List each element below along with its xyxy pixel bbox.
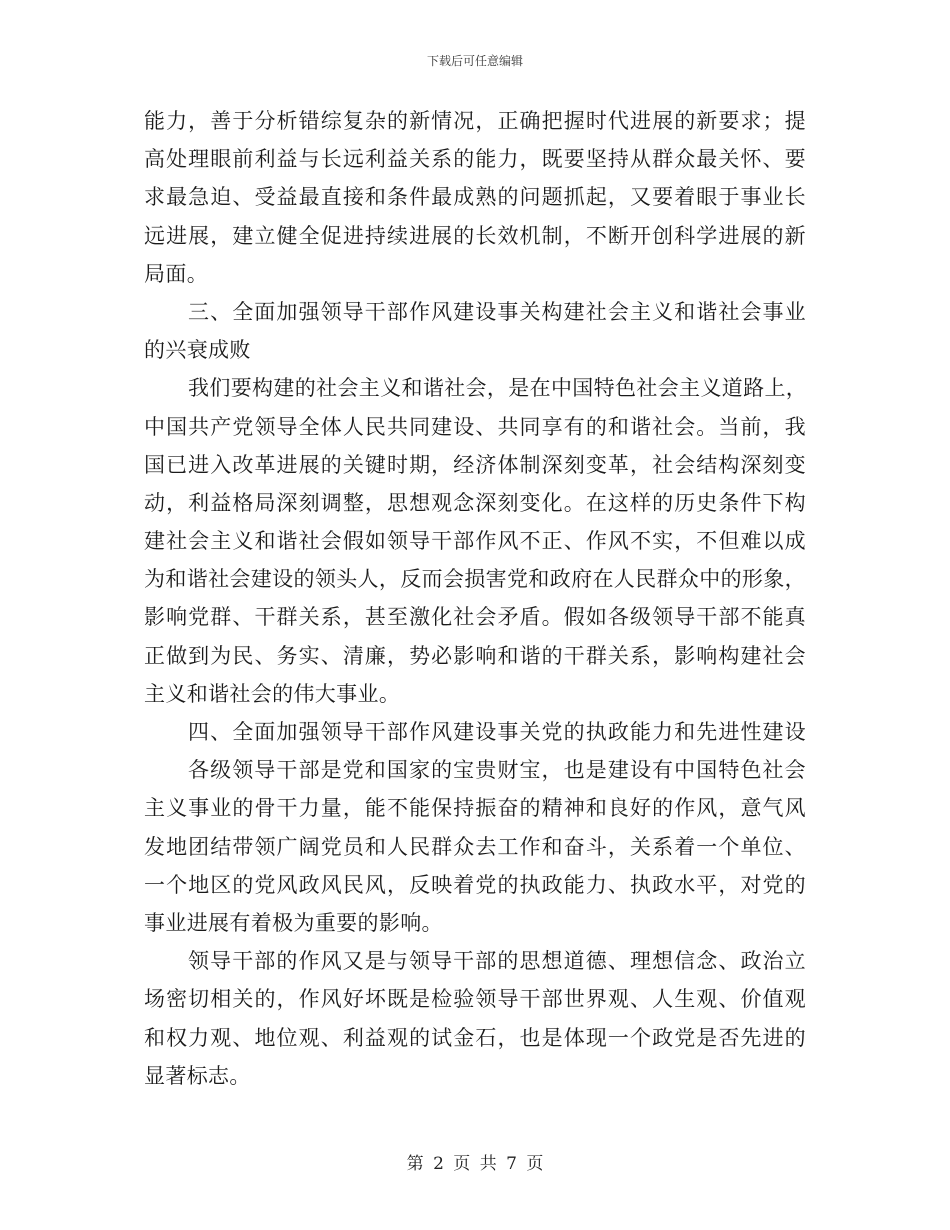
page-number: 第 2 页 共 7 页 bbox=[406, 1154, 544, 1174]
body-line: 主义和谐社会的伟大事业。 bbox=[144, 681, 401, 706]
body-line: 动，利益格局深刻调整，思想观念深刻变化。在这样的历史条件下构 bbox=[144, 490, 806, 515]
body-line: 发地团结带领广阔党员和人民群众去工作和奋斗，关系着一个单位、 bbox=[144, 834, 806, 859]
body-line: 建社会主义和谐社会假如领导干部作风不正、作风不实，不但难以成 bbox=[144, 529, 806, 554]
body-line: 高处理眼前利益与长远利益关系的能力，既要坚持从群众最关怀、要 bbox=[144, 147, 806, 172]
body-line: 显著标志。 bbox=[144, 1063, 251, 1088]
body-line: 影响党群、干群关系，甚至激化社会矛盾。假如各级领导干部不能真 bbox=[144, 605, 806, 630]
section-heading-line: 的兴衰成败 bbox=[144, 338, 251, 363]
body-line: 中国共产党领导全体人民共同建设、共同享有的和谐社会。当前，我 bbox=[144, 414, 806, 439]
header-note: 下载后可任意编辑 bbox=[426, 54, 523, 68]
body-line: 为和谐社会建设的领头人，反而会损害党和政府在人民群众中的形象， bbox=[144, 567, 806, 592]
body-line: 国已进入改革进展的关键时期，经济体制深刻变革，社会结构深刻变 bbox=[144, 452, 806, 477]
body-line: 一个地区的党风政风民风，反映着党的执政能力、执政水平，对党的 bbox=[144, 872, 806, 897]
body-line: 远进展，建立健全促进持续进展的长效机制，不断开创科学进展的新 bbox=[144, 223, 806, 248]
body-line: 和权力观、地位观、利益观的试金石，也是体现一个政党是否先进的 bbox=[144, 1025, 806, 1050]
body-line: 主义事业的骨干力量，能不能保持振奋的精神和良好的作风，意气风 bbox=[144, 796, 806, 821]
body-line: 各级领导干部是党和国家的宝贵财宝，也是建设有中国特色社会 bbox=[188, 758, 806, 783]
body-line: 局面。 bbox=[144, 261, 209, 286]
body-line: 事业进展有着极为重要的影响。 bbox=[144, 910, 443, 935]
body-line: 正做到为民、务实、清廉，势必影响和谐的干群关系，影响构建社会 bbox=[144, 643, 806, 668]
body-line: 我们要构建的社会主义和谐社会，是在中国特色社会主义道路上， bbox=[188, 376, 808, 401]
body-line: 领导干部的作风又是与领导干部的思想道德、理想信念、政治立 bbox=[188, 949, 806, 974]
body-line: 场密切相关的，作风好坏既是检验领导干部世界观、人生观、价值观 bbox=[144, 987, 806, 1012]
section-heading-line: 四、全面加强领导干部作风建设事关党的执政能力和先进性建设 bbox=[188, 720, 806, 744]
document-body bbox=[144, 102, 806, 1095]
body-line: 求最急迫、受益最直接和条件最成熟的问题抓起，又要着眼于事业长 bbox=[144, 185, 806, 210]
section-heading-line: 三、全面加强领导干部作风建设事关构建社会主义和谐社会事业 bbox=[188, 299, 806, 324]
body-line: 能力，善于分析错综复杂的新情况，正确把握时代进展的新要求；提 bbox=[144, 109, 806, 133]
